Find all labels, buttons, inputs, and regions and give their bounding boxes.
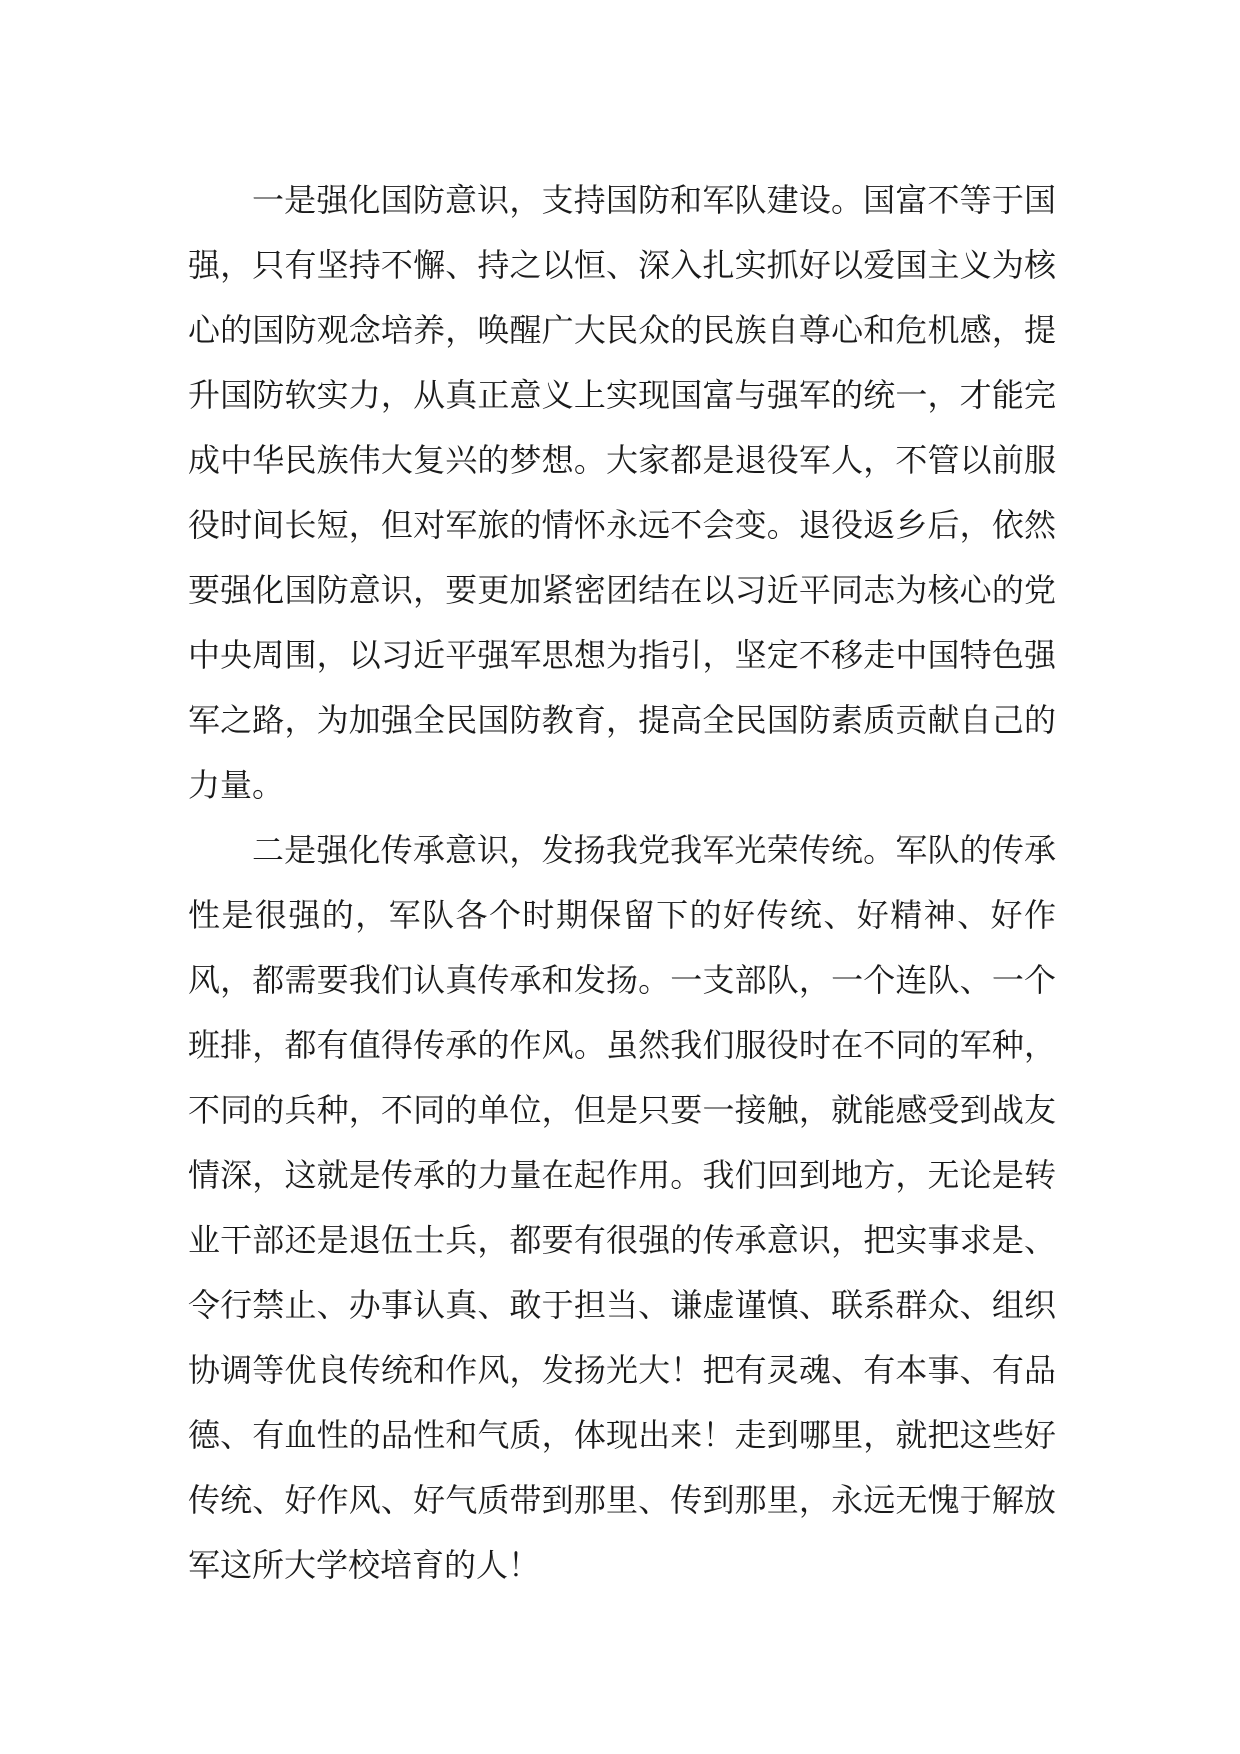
paragraph-inheritance: 二是强化传承意识，发扬我党我军光荣传统。军队的传承性是很强的，军队各个时期保留下的好传统、好精神、好作风，都需要我们认真传承和发扬。一支部队，一个连队、一个班排，都有值得传承的作风。虽然我们服役时在不同的军种，不同的兵种，不同的单位，但是只要一接触，就能感受到战友情深，这就是传承的力量在起作用。我们回到地方，无论是转业干部还是退伍士兵，都要有很强的传承意识，把实事求是、令行禁止、办事认真、敢于担当、谦虚谨慎、联系群众、组织协调等优良传统和作风，发扬光大！把有灵魂、有本事、有品德、有血性的品性和气质，体现出来！走到哪里，就把这些好传统、好作风、好气质带到那里、传到那里，永远无愧于解放军这所大学校培育的人！: [188, 831, 1056, 1584]
document-body: [188, 168, 1056, 1598]
paragraph-national-defense: 一是强化国防意识，支持国防和军队建设。国富不等于国强，只有坚持不懈、持之以恒、深入扎实抓好以爱国主义为核心的国防观念培养，唤醒广大民众的民族自尊心和危机感，提升国防软实力，从真正意义上实现国富与强军的统一，才能完成中华民族伟大复兴的梦想。大家都是退役军人，不管以前服役时间长短，但对军旅的情怀永远不会变。退役返乡后，依然要强化国防意识，要更加紧密团结在以习近平同志为核心的党中央周围，以习近平强军思想为指引，坚定不移走中国特色强军之路，为加强全民国防教育，提高全民国防素质贡献自己的力量。: [188, 181, 1056, 804]
